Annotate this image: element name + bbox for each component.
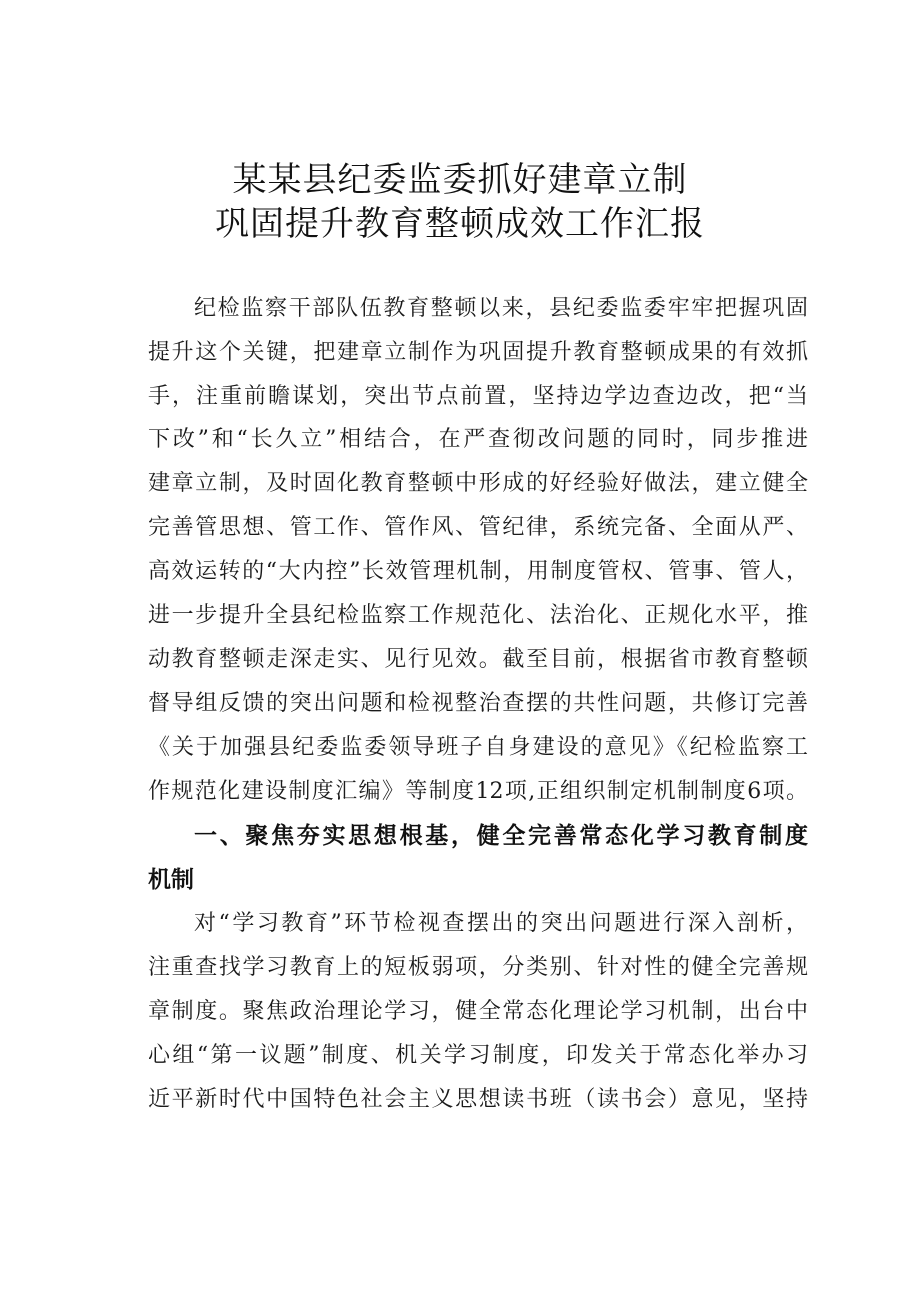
paragraph-line: 章制度。聚焦政治理论学习，健全常态化理论学习机制，出台中 (148, 999, 808, 1024)
paragraph-line: 手，注重前瞻谋划，突出节点前置，坚持边学边查边改，把“当 (148, 384, 808, 409)
paragraph-line: 高效运转的“大内控”长效管理机制，用制度管权、管事、管人， (148, 559, 808, 584)
paragraph-line: 提升这个关键，把建章立制作为巩固提升教育整顿成果的有效抓 (148, 340, 808, 365)
section-heading-1: 一、聚焦夯实思想根基，健全完善常态化学习教育制度 (194, 823, 808, 849)
paragraph-line: 注重查找学习教育上的短板弱项，分类别、针对性的健全完善规 (148, 955, 808, 980)
section-heading-1-continued: 机制 (148, 867, 194, 893)
paragraph-line: 下改”和“长久立”相结合，在严查彻改问题的同时，同步推进 (148, 427, 808, 452)
document-title-line-2: 巩固提升教育整顿成效工作汇报 (215, 204, 705, 244)
paragraph-line: 完善管思想、管工作、管作风、管纪律，系统完备、全面从严、 (148, 515, 808, 540)
paragraph-line: 建章立制，及时固化教育整顿中形成的好经验好做法，建立健全 (148, 471, 808, 496)
paragraph-line: 《关于加强县纪委监委领导班子自身建设的意见》《纪检监察工 (148, 735, 808, 760)
paragraph-line: 作规范化建设制度汇编》等制度12项,正组织制定机制制度6项。 (148, 779, 808, 804)
paragraph-line: 动教育整顿走深走实、见行见效。截至目前，根据省市教育整顿 (148, 647, 808, 672)
paragraph-line: 心组“第一议题”制度、机关学习制度，印发关于常态化举办习 (148, 1043, 808, 1068)
paragraph-line: 近平新时代中国特色社会主义思想读书班（读书会）意见，坚持 (148, 1087, 808, 1112)
paragraph-line: 进一步提升全县纪检监察工作规范化、法治化、正规化水平，推 (148, 603, 808, 628)
paragraph-line: 对“学习教育”环节检视查摆出的突出问题进行深入剖析， (194, 911, 808, 936)
paragraph-line: 督导组反馈的突出问题和检视整治查摆的共性问题，共修订完善 (148, 691, 808, 716)
paragraph-line: 纪检监察干部队伍教育整顿以来，县纪委监委牢牢把握巩固 (194, 296, 808, 321)
document-title-line-1: 某某县纪委监委抓好建章立制 (232, 160, 688, 200)
